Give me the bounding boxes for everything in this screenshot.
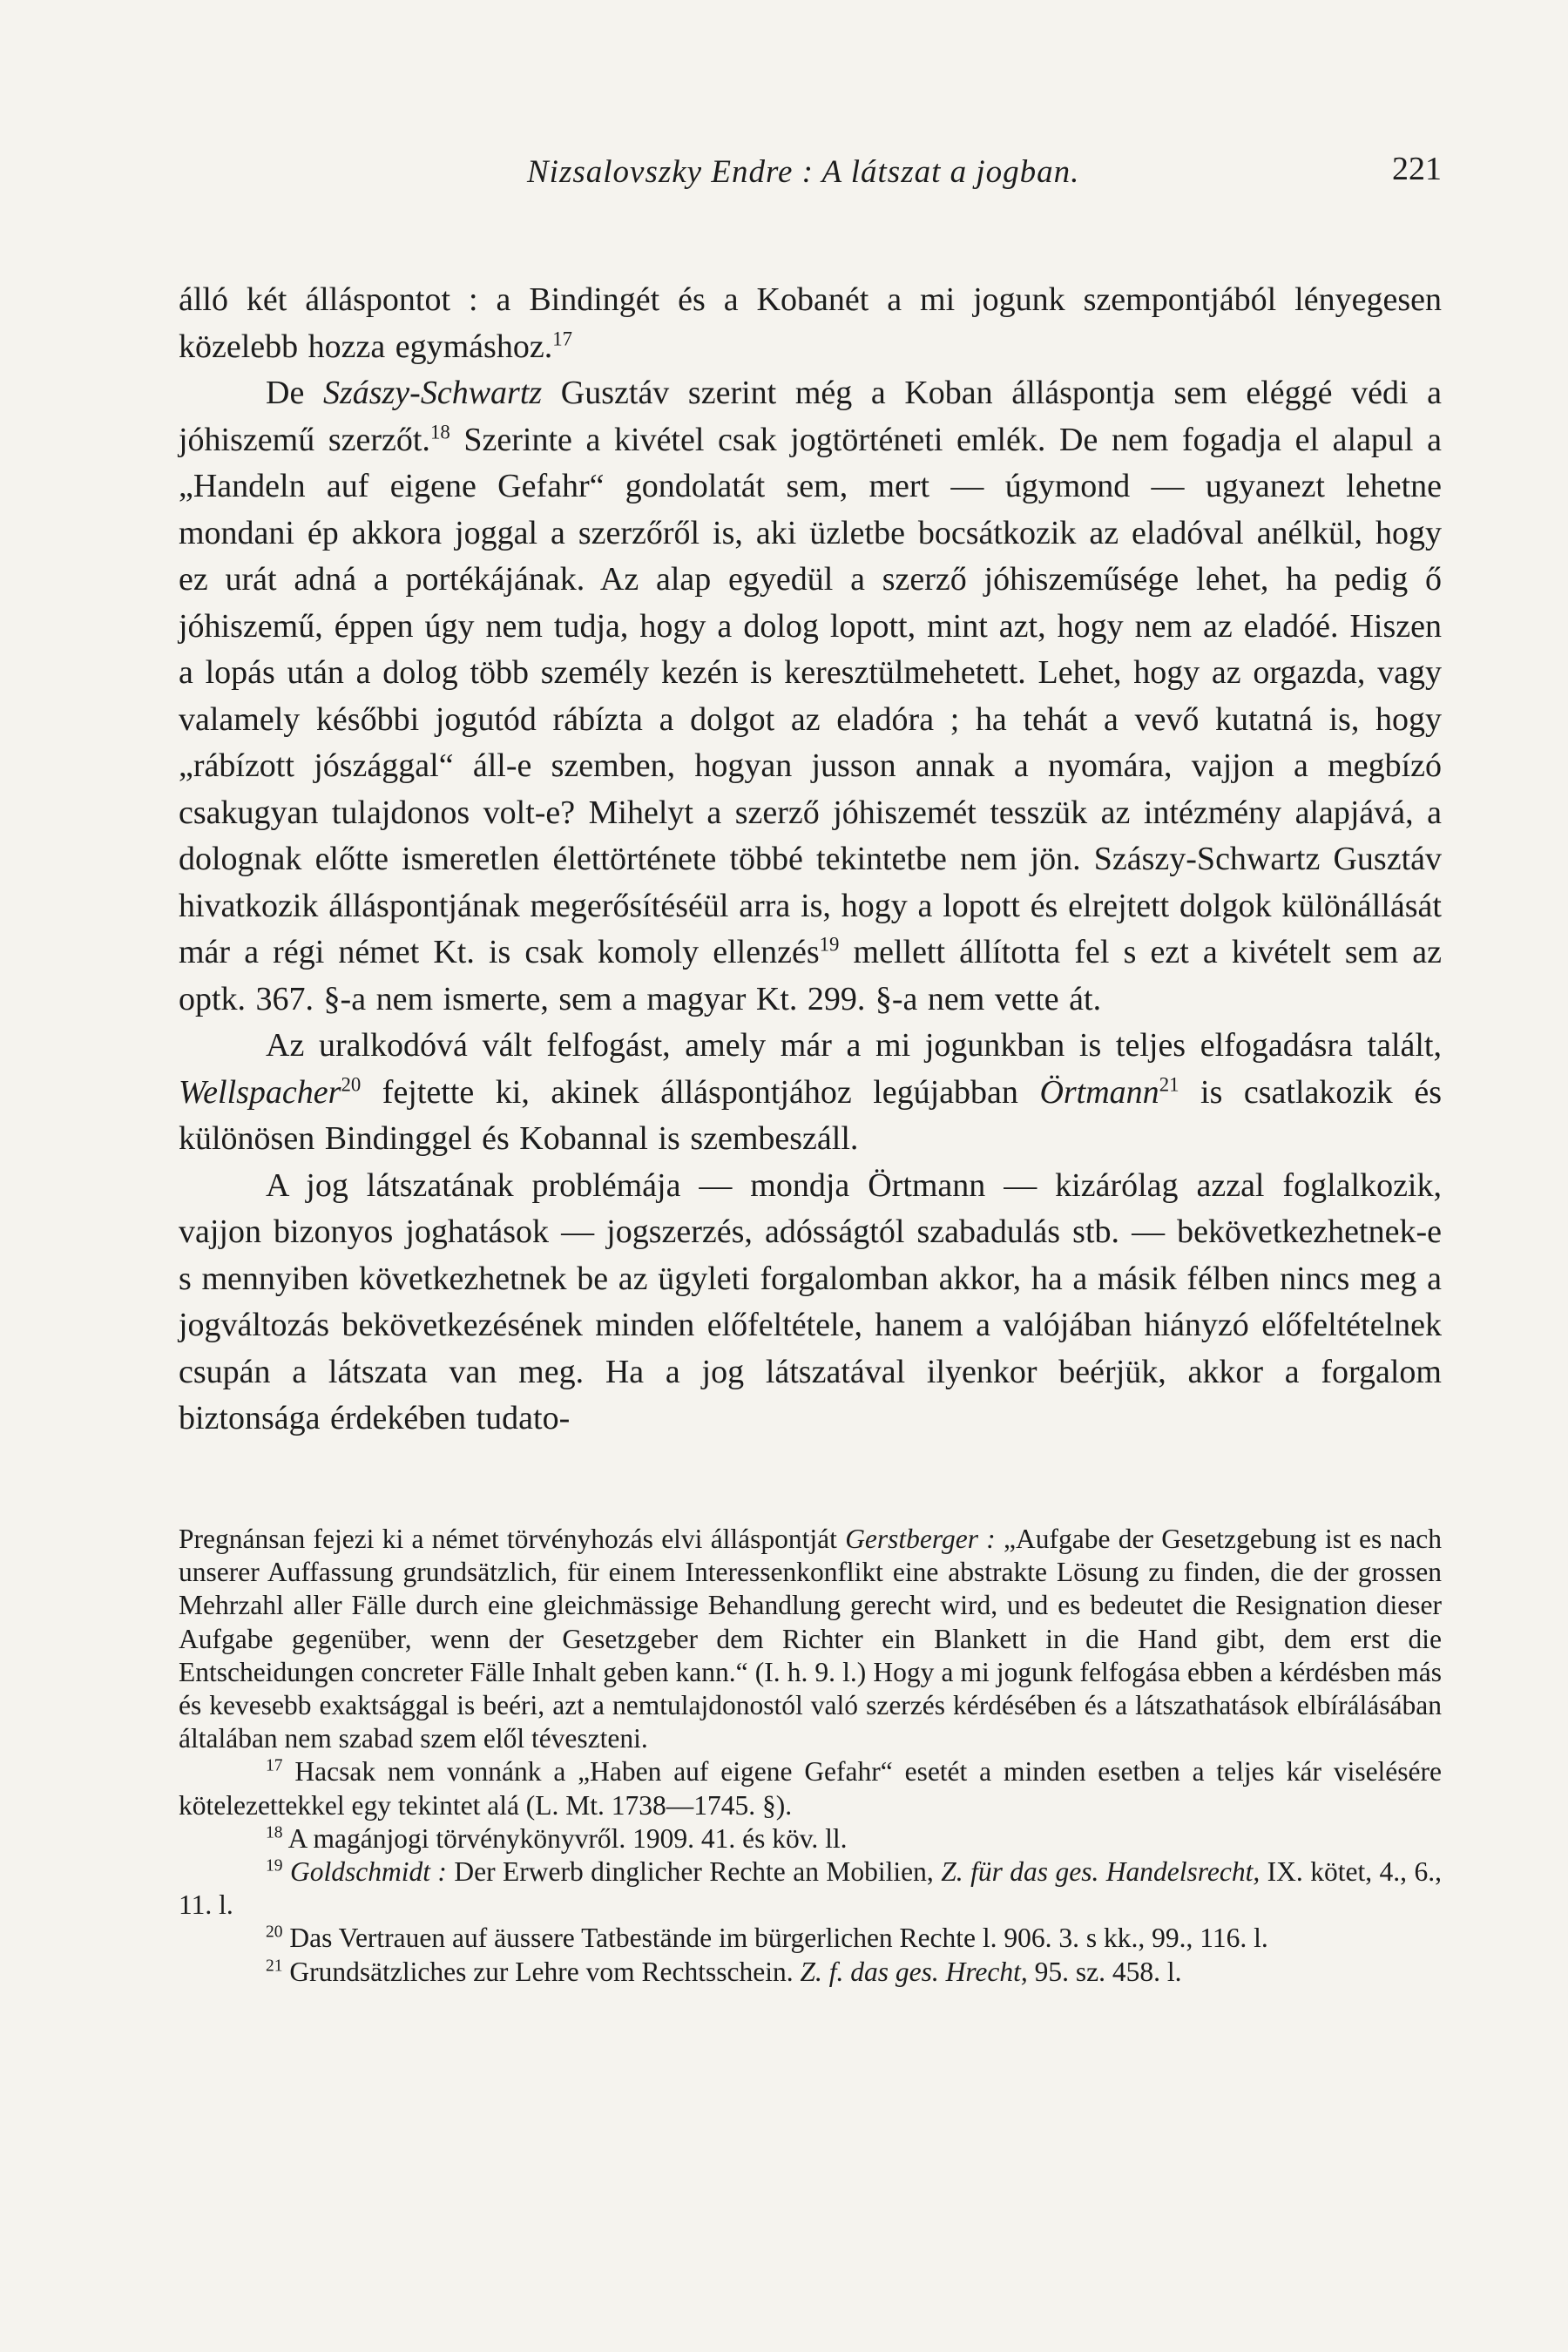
paragraph-wellspacher [179, 1023, 1442, 1163]
footnote-text: Der Erwerb dinglicher Rechte an Mobilien, [446, 1856, 942, 1888]
page-header [179, 153, 1442, 206]
footnote-17 [179, 1755, 1442, 1821]
footnote-ref: 21 [1159, 1072, 1179, 1095]
footnote-18 [179, 1822, 1442, 1855]
footnote-ref: 18 [429, 420, 450, 443]
paragraph-text: mellett állította fel s ezt a kivételt sem az optk. 367. §-a nem ismerte, sem a magyar Kt. 299. §-a nem vette át. [179, 934, 1442, 1017]
paragraph-ortmann [179, 1163, 1442, 1443]
footnote-continued [179, 1523, 1442, 1755]
running-title: Nizsalovszky Endre : A látszat a jogban. [527, 154, 1080, 190]
footnote-ref: 19 [819, 933, 840, 956]
footnote-text: Das Vertrauen auf äussere Tatbestände im bürgerlichen Rechte l. 906. 3. s kk., 99., 116. l. [289, 1923, 1268, 1954]
paragraph-continued [179, 277, 1442, 370]
footnote-21 [179, 1956, 1442, 1989]
journal-title: Z. f. das ges. Hrecht, [800, 1956, 1028, 1987]
footnote-number: 19 [266, 1856, 283, 1876]
footnote-text: Hacsak nem vonnánk a „Haben auf eigene Gefahr“ esetét a minden esetben a teljes kár viselésére kötelezettekkel egy tekintet alá (L. Mt. 1738—1745. §). [179, 1756, 1443, 1821]
author-name: Goldschmidt : [289, 1856, 447, 1888]
paragraph-text: fejtette ki, akinek álláspontjához legújabban [361, 1073, 1040, 1111]
main-text [179, 277, 1442, 1443]
author-name: Wellspacher [179, 1073, 341, 1111]
footnote-19 [179, 1855, 1442, 1922]
footnote-number: 20 [266, 1923, 283, 1942]
author-name: Gerstberger : [845, 1524, 996, 1554]
footnote-number: 17 [266, 1756, 283, 1775]
journal-title: Z. für das ges. Handelsrecht, [941, 1856, 1260, 1888]
paragraph-text: Szerinte a kivétel csak jogtörténeti emlék. De nem fogadja el alapul a „Handeln auf eigene Gefahr“ gondolatát sem, mert — úgymond — ugyanezt lehetne mondani ép akkora joggal a szerzőről is, aki üzletbe bocsátkozik az eladóval anélkül, hogy ez urát adná a portékájának. Az alap egyedül a szerző jóhiszeműsége lehet, ha pedig ő jóhiszemű, éppen úgy nem tudja, hogy a dolog lopott, mint azt, hogy nem az eladóé. Hiszen a lopás után a dolog több személy kezén is keresztülmehetett. Lehet, hogy az orgazda, vagy valamely későbbi jogutód rábízta a dolgot az eladóra ; ha tehát a vevő kutatná is, hogy „rábízott jószággal“ áll-e szemben, hogyan jusson annak a nyomára, vajjon a megbízó csakugyan tulajdonos volt-e? Mihelyt a szerző jóhiszemét tesszük az intézmény alapjává, a dolognak előtte ismeretlen élettörténete többé tekintetbe nem jön. Szászy-Schwartz Gusztáv hivatkozik álláspontjának megerősítéséül arra is, hogy a lopott és elrejtett dolgok különállását már a régi német Kt. is csak komoly ellenzés [179, 421, 1442, 970]
footnote-text: „Aufgabe der Gesetzgebung ist es nach unserer Auffassung grundsätzlich, für einem Interessenkonflikt eine abstrakte Lösung zu finden, die der grossen Mehrzahl aller Fälle durch eine gleichmässige Behandlung gerecht wird, und es bedeutet die Resignation dieser Aufgabe gegenüber, wenn der Gesetzgeber dem Richter ein Blankett in die Hand gibt, dem erst die Entscheidungen concreter Fälle Inhalt geben kann.“ (I. h. 9. l.) Hogy a mi jogunk felfogása ebben a kérdésben más és kevesebb exaktsággal is beéri, azt a nemtulajdonostól való szerzés kérdésében és a látszathatások elbírálásában általában nem szabad szem elől téveszteni. [179, 1524, 1442, 1754]
footnote-text: Pregnánsan fejezi ki a német törvényhozás elvi álláspontját [179, 1524, 846, 1554]
page-number: 221 [1392, 151, 1442, 187]
paragraph-text: is csatlakozik és különösen Bindinggel és Kobannal is szembeszáll. [179, 1073, 1442, 1157]
author-name: Örtmann [1039, 1073, 1159, 1111]
footnotes [179, 1523, 1442, 1989]
footnote-ref: 17 [552, 327, 572, 349]
footnote-number: 18 [266, 1823, 283, 1842]
footnote-text: Grundsätzliches zur Lehre vom Rechtsschein. [289, 1956, 801, 1987]
paragraph-text: álló két álláspontot : a Bindingét és a Kobanét a mi jogunk szempontjából lényegesen közelebb hozza egymáshoz. [179, 281, 1442, 365]
footnote-20 [179, 1922, 1442, 1955]
footnote-text: A magánjogi törvénykönyvről. 1909. 41. és köv. ll. [287, 1822, 848, 1854]
paragraph-szaszy [179, 370, 1442, 1023]
paragraph-text: Gusztáv szerint még a Koban álláspontja sem eléggé védi a jóhiszemű szerzőt. [179, 375, 1443, 458]
paragraph-text: A jog látszatának problémája — mondja Örtmann — kizárólag azzal foglalkozik, vajjon bizonyos joghatások — jogszerzés, adósságtól szabadulás stb. — bekövetkezhetnek-e s mennyiben következhetnek be az ügyleti forgalomban akkor, ha a másik félben nincs meg a jogváltozás bekövetkezésének minden előfeltétele, hanem a valójában hiányzó előfeltételnek csupán a látszata van meg. Ha a jog látszatával ilyenkor beérjük, akkor a forgalom biztonsága érdekében tudato- [179, 1166, 1442, 1436]
footnote-number: 21 [266, 1957, 283, 1976]
paragraph-text: Az uralkodóvá vált felfogást, amely már a mi jogunkban is teljes elfogadásra talált, [266, 1027, 1442, 1064]
paragraph-text: De [266, 375, 323, 411]
footnote-text: 95. sz. 458. l. [1027, 1956, 1182, 1987]
footnote-text: IX. kötet, 4., 6., 11. l. [179, 1856, 1443, 1921]
footnote-ref: 20 [341, 1072, 362, 1095]
author-name: Szászy-Schwartz [322, 375, 543, 411]
